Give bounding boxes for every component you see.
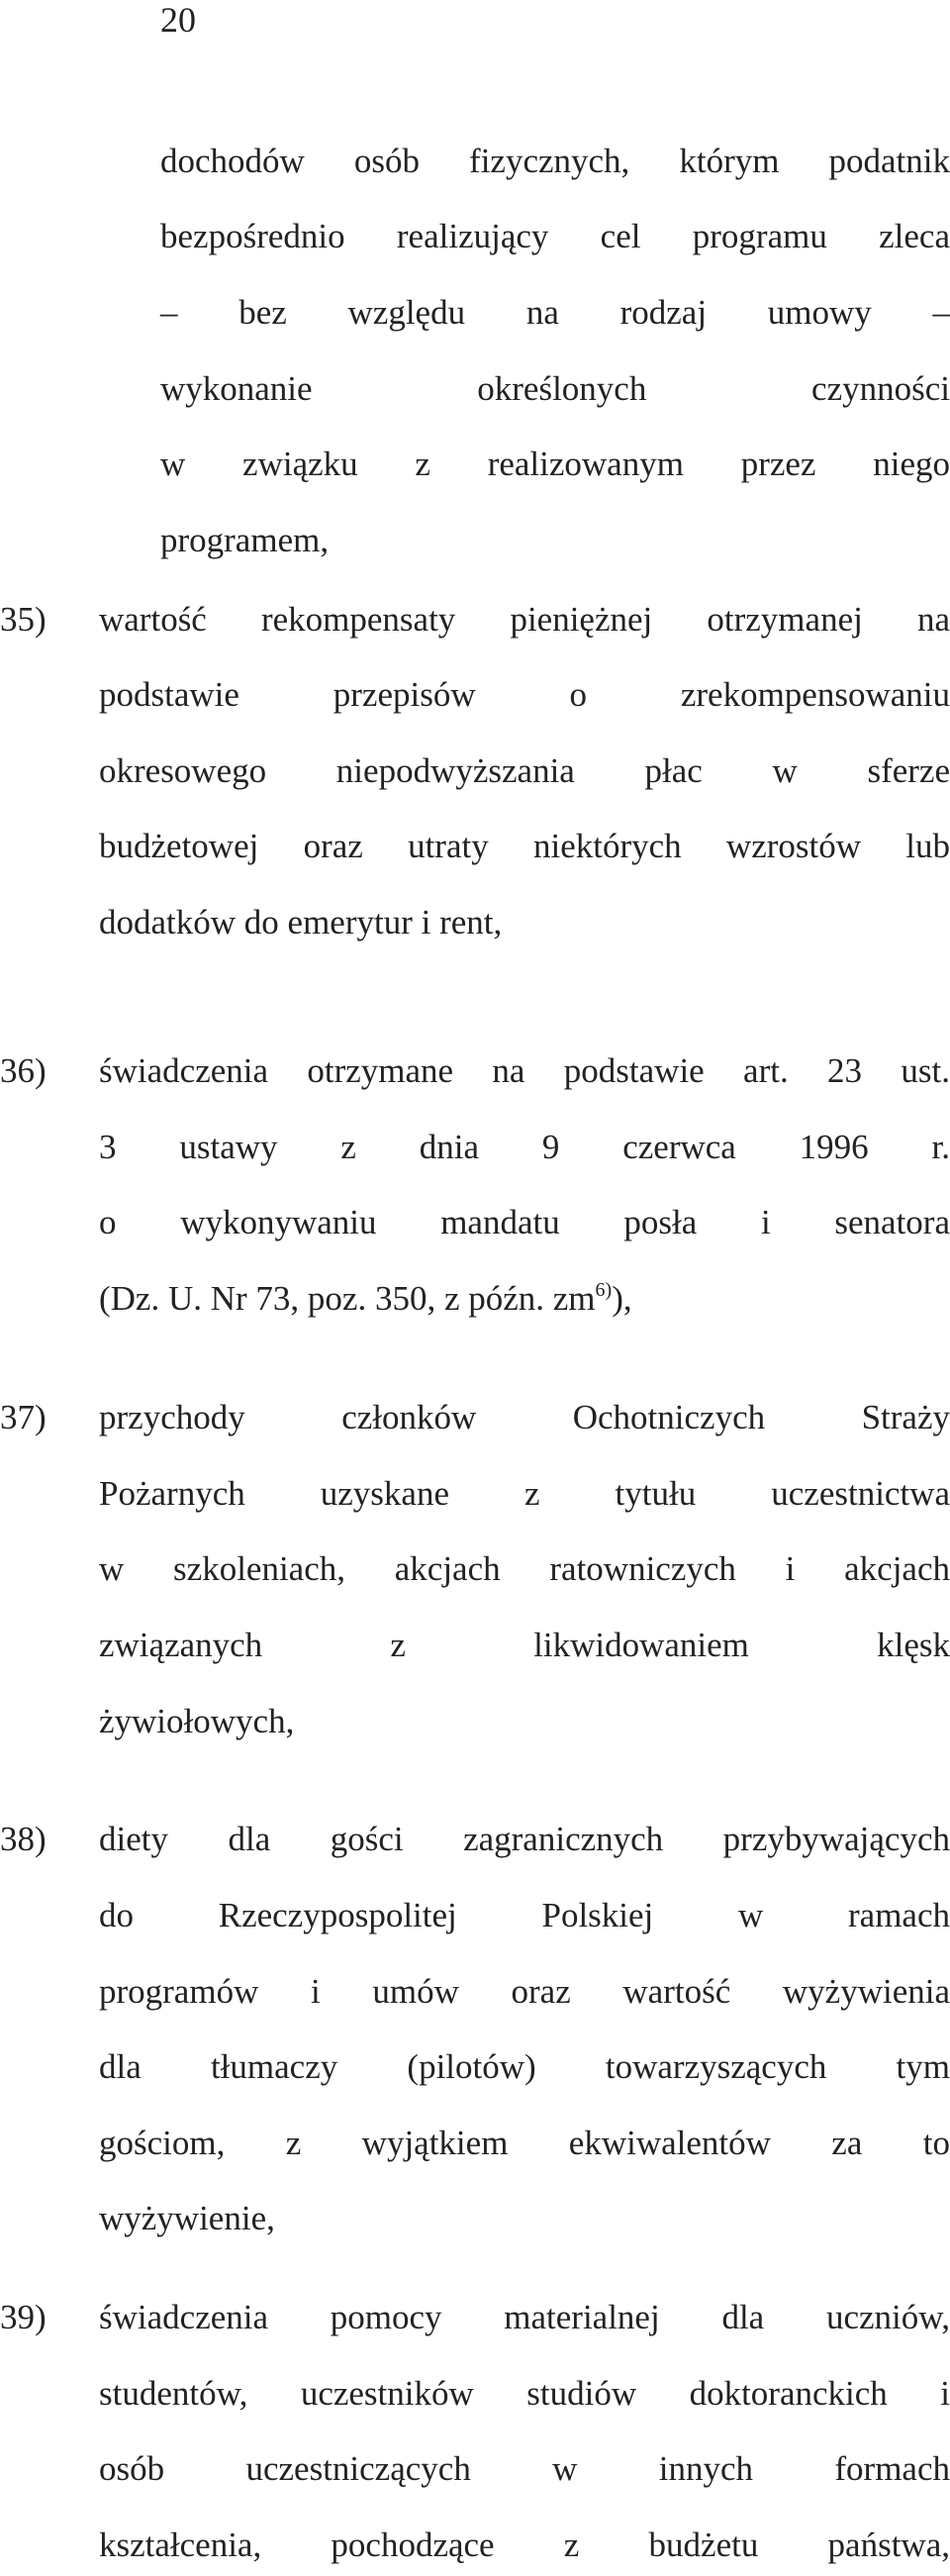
text-line: świadczenia otrzymane na podstawie art. 23 ust.	[99, 1051, 950, 1090]
text-line: diety dla gości zagranicznych przybywających	[99, 1820, 950, 1858]
text-line: programem,	[160, 521, 330, 559]
item-number: 39)	[0, 2298, 47, 2336]
text-line: studentów, uczestników studiów doktoranckich i	[99, 2374, 950, 2413]
text-line: dla tłumaczy (pilotów) towarzyszących tym	[99, 2047, 950, 2086]
text-line: Pożarnych uzyskane z tytułu uczestnictwa	[99, 1474, 950, 1513]
text-line: wykonanie określonych czynności	[160, 369, 950, 408]
text-line: dochodów osób fizycznych, którym podatnik	[160, 142, 950, 180]
text-line: do Rzeczypospolitej Polskiej w ramach	[99, 1896, 950, 1934]
text-line: gościom, z wyjątkiem ekwiwalentów za to	[99, 2124, 950, 2162]
text-line: żywiołowych,	[99, 1702, 295, 1740]
item-number: 37)	[0, 1398, 47, 1437]
text-line	[99, 1276, 632, 1322]
text-line: – bez względu na rodzaj umowy –	[160, 293, 950, 332]
text-line: podstawie przepisów o zrekompensowaniu	[99, 675, 950, 714]
text-line: przychody członków Ochotniczych Straży	[99, 1398, 950, 1437]
item-number: 38)	[0, 1820, 47, 1858]
text-line-main: (Dz. U. Nr 73, poz. 350, z późn. zm	[99, 1279, 596, 1318]
text-line: dodatków do emerytur i rent,	[99, 903, 503, 941]
footnote-ref: 6)	[595, 1279, 613, 1301]
text-line: wyżywienie,	[99, 2199, 275, 2237]
text-line-tail: ),	[612, 1279, 632, 1318]
text-line: osób uczestniczących w innych formach	[99, 2449, 950, 2488]
item-number: 36)	[0, 1051, 47, 1090]
text-line: budżetowej oraz utraty niektórych wzrostów lub	[99, 827, 950, 865]
text-line: świadczenia pomocy materialnej dla uczniów,	[99, 2298, 950, 2336]
item-number: 35)	[0, 600, 47, 639]
text-line: o wykonywaniu mandatu posła i senatora	[99, 1203, 950, 1241]
text-line: wartość rekompensaty pieniężnej otrzymanej na	[99, 600, 950, 639]
page-number: 20	[160, 0, 196, 40]
text-line: okresowego niepodwyższania płac w sferze	[99, 751, 950, 790]
text-line: kształcenia, pochodzące z budżetu państwa,	[99, 2526, 950, 2564]
text-line: 3 ustawy z dnia 9 czerwca 1996 r.	[99, 1128, 950, 1166]
text-line: bezpośrednio realizujący cel programu zleca	[160, 217, 950, 255]
text-line: związanych z likwidowaniem klęsk	[99, 1626, 950, 1664]
text-line: programów i umów oraz wartość wyżywienia	[99, 1972, 950, 2011]
text-line: w szkoleniach, akcjach ratowniczych i akcjach	[99, 1549, 950, 1588]
text-line: w związku z realizowanym przez niego	[160, 445, 950, 483]
